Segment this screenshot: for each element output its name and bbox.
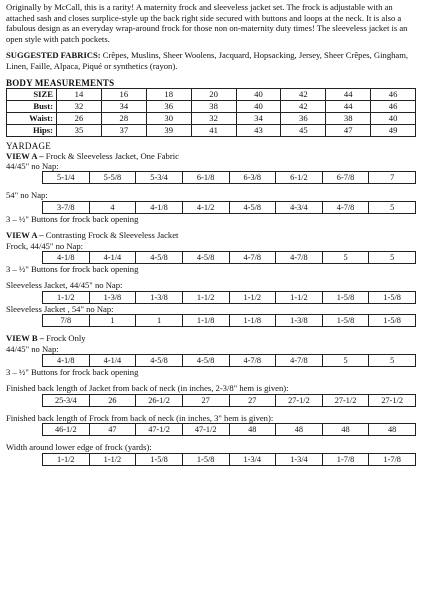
yardage-cell: 4-7/8 (229, 355, 276, 367)
yardage-cell: 1 (89, 315, 136, 327)
yardage-cell: 6-3/8 (229, 172, 276, 184)
yardage-cell: 1-1/2 (89, 453, 136, 465)
yardage-cell: 27-1/2 (322, 394, 369, 406)
measurement-cell: 46 (371, 88, 416, 100)
yardage-cell: 47 (89, 424, 136, 436)
measurement-cell: 35 (57, 124, 102, 136)
yardage-cell: 4-1/8 (136, 201, 183, 213)
measurement-row-label: Hips: (7, 124, 57, 136)
yardage-cell: 27-1/2 (276, 394, 323, 406)
yardage-cell: 26 (89, 394, 136, 406)
measurement-cell: 39 (146, 124, 191, 136)
measurement-cell: 36 (146, 100, 191, 112)
measurement-row (7, 112, 416, 124)
measurement-row (7, 124, 416, 136)
measurement-cell: 14 (57, 88, 102, 100)
yardage-cell: 6-1/2 (276, 172, 323, 184)
yardage-cell: 1-3/4 (276, 453, 323, 465)
yardage-cell: 5 (369, 252, 416, 264)
measurement-cell: 28 (101, 112, 146, 124)
yardage-cell: 4-5/8 (136, 252, 183, 264)
frock-width-label: Width around lower edge of frock (yards): (6, 442, 152, 453)
view-b-nap44-label: 44/45" no Nap: (6, 343, 59, 354)
view-b-heading-bold: VIEW B – (6, 333, 45, 344)
yardage-cell: 27 (182, 394, 229, 406)
measurement-cell: 46 (371, 100, 416, 112)
measurement-cell: 44 (326, 100, 371, 112)
measurement-cell: 49 (371, 124, 416, 136)
yardage-cell: 7 (369, 172, 416, 184)
view-a2-frock-table (42, 251, 416, 264)
yardage-cell: 48 (322, 424, 369, 436)
yardage-cell: 1-1/2 (182, 291, 229, 303)
frock-width-table (42, 453, 416, 466)
view-a1-nap54-label: 54" no Nap: (6, 190, 48, 201)
measurement-cell: 20 (191, 88, 236, 100)
yardage-cell: 1-3/8 (89, 291, 136, 303)
jacket-length-table (42, 394, 416, 407)
view-b-buttons-note: 3 – ½" Buttons for frock back opening (6, 367, 139, 378)
jacket-length-label: Finished back length of Jacket from back of neck (in inches, 2-3/8" hem is given): (6, 383, 289, 394)
yardage-cell: 4-1/4 (89, 355, 136, 367)
yardage-cell: 1-5/8 (182, 453, 229, 465)
view-a1-heading-bold: VIEW A – (6, 150, 44, 161)
measurement-cell: 42 (281, 100, 326, 112)
yardage-cell: 1-7/8 (369, 453, 416, 465)
measurement-row-label: SIZE (7, 88, 57, 100)
view-a1-heading-rest: Frock & Sleeveless Jacket, One Fabric (43, 150, 179, 161)
view-a2-heading-bold: VIEW A – (6, 230, 44, 241)
yardage-cell: 1-3/4 (229, 453, 276, 465)
measurement-cell: 18 (146, 88, 191, 100)
yardage-cell: 4-7/8 (276, 355, 323, 367)
measurement-cell: 40 (371, 112, 416, 124)
measurement-row-label: Waist: (7, 112, 57, 124)
yardage-cell: 7/8 (43, 315, 90, 327)
yardage-cell: 1-5/8 (369, 291, 416, 303)
view-a2-jacket44-table (42, 291, 416, 304)
yardage-cell: 1-3/8 (136, 291, 183, 303)
yardage-cell: 26-1/2 (136, 394, 183, 406)
yardage-cell: 5 (322, 355, 369, 367)
view-a1-nap44-label: 44/45" no Nap: (6, 160, 59, 171)
yardage-cell: 4-5/8 (229, 201, 276, 213)
yardage-cell: 5-1/4 (43, 172, 90, 184)
measurement-cell: 38 (191, 100, 236, 112)
frock-length-label: Finished back length of Frock from back of neck (in inches, 3" hem is given): (6, 412, 274, 423)
yardage-cell: 4-5/8 (182, 252, 229, 264)
yardage-cell: 4-7/8 (322, 201, 369, 213)
view-a1-buttons-note: 3 – ½" Buttons for frock back opening (6, 213, 139, 224)
yardage-cell: 4-7/8 (276, 252, 323, 264)
yardage-cell: 48 (229, 424, 276, 436)
body-measurements-table (6, 88, 416, 137)
yardage-cell: 6-1/8 (182, 172, 229, 184)
fabrics-label: SUGGESTED FABRICS: (6, 50, 101, 61)
yardage-cell: 4-1/4 (89, 252, 136, 264)
measurement-cell: 34 (236, 112, 281, 124)
yardage-cell: 4 (89, 201, 136, 213)
measurement-cell: 36 (281, 112, 326, 124)
yardage-cell: 4-1/2 (182, 201, 229, 213)
yardage-cell: 46-1/2 (43, 424, 90, 436)
measurement-cell: 41 (191, 124, 236, 136)
yardage-cell: 1-1/8 (182, 315, 229, 327)
measurement-cell: 44 (326, 88, 371, 100)
yardage-cell: 4-1/8 (43, 355, 90, 367)
yardage-cell: 1-1/2 (276, 291, 323, 303)
yardage-cell: 1-1/8 (229, 315, 276, 327)
measurement-cell: 32 (191, 112, 236, 124)
measurement-cell: 47 (326, 124, 371, 136)
view-a1-heading (6, 151, 418, 161)
view-a2-frock-label: Frock, 44/45" no Nap: (6, 240, 84, 251)
measurement-cell: 16 (101, 88, 146, 100)
yardage-cell: 25-3/4 (43, 394, 90, 406)
measurement-row (7, 88, 416, 100)
yardage-cell: 5 (369, 201, 416, 213)
view-b-heading-rest: Frock Only (44, 333, 86, 344)
body-measurements-title: BODY MEASUREMENTS (6, 77, 115, 88)
yardage-cell: 4-1/8 (43, 252, 90, 264)
yardage-cell: 4-5/8 (182, 355, 229, 367)
measurement-cell: 34 (101, 100, 146, 112)
yardage-cell: 3-7/8 (43, 201, 90, 213)
measurement-cell: 40 (236, 88, 281, 100)
measurement-cell: 43 (236, 124, 281, 136)
view-a2-jacket54-table (42, 314, 416, 327)
view-b-nap44-table (42, 354, 416, 367)
yardage-cell: 27-1/2 (369, 394, 416, 406)
fabrics-text: Crêpes, Muslins, Sheer Woolens, Jacquard, Hopsacking, Jersey, Sheer Crêpes, Gingham, Linen, Faille, Alpaca, Piqué or synthetics (rayon). (6, 50, 409, 71)
yardage-cell: 47-1/2 (182, 424, 229, 436)
view-a2-heading (6, 230, 418, 240)
view-a2-buttons-note: 3 – ½" Buttons for frock back opening (6, 264, 139, 274)
yardage-cell: 6-7/8 (322, 172, 369, 184)
yardage-cell: 1-5/8 (136, 453, 183, 465)
yardage-cell: 5 (322, 252, 369, 264)
yardage-cell: 48 (276, 424, 323, 436)
frock-length-table (42, 423, 416, 436)
measurement-cell: 37 (101, 124, 146, 136)
view-b-heading (6, 333, 418, 343)
measurement-row (7, 100, 416, 112)
view-a2-jacket54-label: Sleeveless Jacket , 54" no Nap: (6, 303, 114, 314)
yardage-cell: 1-1/2 (229, 291, 276, 303)
suggested-fabrics (6, 50, 418, 71)
view-a2-jacket44-label: Sleeveless Jacket, 44/45" no Nap: (6, 280, 123, 291)
measurement-cell: 26 (57, 112, 102, 124)
measurement-cell: 32 (57, 100, 102, 112)
pattern-description-page (6, 2, 418, 466)
yardage-cell: 4-5/8 (136, 355, 183, 367)
yardage-cell: 4-3/4 (276, 201, 323, 213)
intro-paragraph: Originally by McCall, this is a rarity! A maternity frock and sleeveless jacket set. The frock is adjustable with an attached sash and closes surplice-style up the back right side secured with buttons and loops at the neck. It is also a fabulous design as an everyday wrap-around frock for those non on-maternity duty times! The sleeveless jacket is an open style with patch pockets. (6, 2, 408, 44)
yardage-cell: 1-1/2 (43, 291, 90, 303)
measurement-cell: 42 (281, 88, 326, 100)
yardage-cell: 47-1/2 (136, 424, 183, 436)
yardage-cell: 1-5/8 (369, 315, 416, 327)
yardage-cell: 1-1/2 (43, 453, 90, 465)
yardage-cell: 27 (229, 394, 276, 406)
yardage-cell: 1 (136, 315, 183, 327)
view-a1-nap54-table (42, 201, 416, 214)
view-a1-nap44-table (42, 171, 416, 184)
yardage-cell: 5 (369, 355, 416, 367)
yardage-cell: 1-5/8 (322, 315, 369, 327)
yardage-cell: 1-3/8 (276, 315, 323, 327)
yardage-cell: 5-5/8 (89, 172, 136, 184)
yardage-cell: 4-7/8 (229, 252, 276, 264)
yardage-title: YARDAGE (6, 140, 52, 151)
yardage-cell: 1-5/8 (322, 291, 369, 303)
measurement-cell: 45 (281, 124, 326, 136)
yardage-cell: 48 (369, 424, 416, 436)
measurement-row-label: Bust: (7, 100, 57, 112)
view-a2-heading-rest: Contrasting Frock & Sleeveless Jacket (43, 230, 179, 241)
measurement-cell: 40 (236, 100, 281, 112)
yardage-cell: 1-7/8 (322, 453, 369, 465)
yardage-cell: 5-3/4 (136, 172, 183, 184)
measurement-cell: 30 (146, 112, 191, 124)
measurement-cell: 38 (326, 112, 371, 124)
